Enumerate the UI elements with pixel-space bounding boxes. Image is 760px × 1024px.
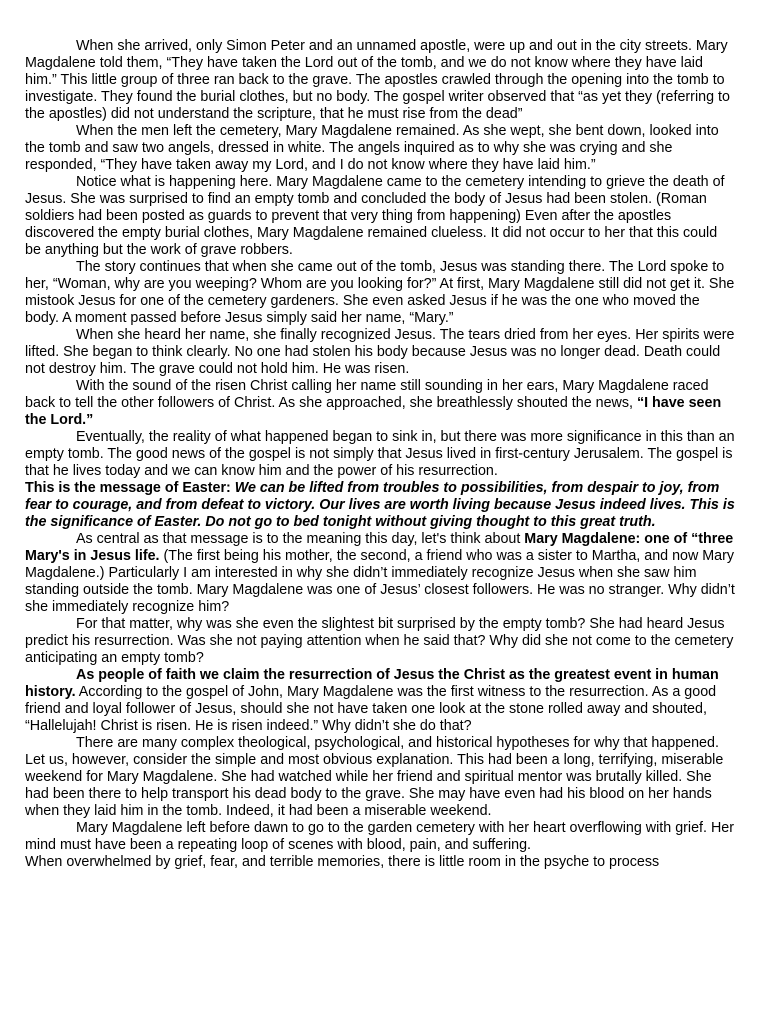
text-run: When overwhelmed by grief, fear, and terrible memories, there is little room in the psyche to process xyxy=(25,854,660,870)
paragraph xyxy=(25,174,736,259)
paragraph xyxy=(25,259,736,327)
paragraph xyxy=(25,429,736,480)
text-run: As central as that message is to the meaning this day, let's think about xyxy=(76,531,525,547)
easter-message-paragraph xyxy=(25,480,736,531)
paragraph xyxy=(25,531,736,616)
text-run: For that matter, why was she even the slightest bit surprised by the empty tomb? She had heard Jesus predict his resurrection. Was she not paying attention when he said that? Why did she not come to the cemetery anticipating an empty tomb? xyxy=(25,616,734,666)
bold-text-run: Mary Magdalene: one of “three Mary's in Jesus life. xyxy=(25,531,734,564)
text-run: When she arrived, only Simon Peter and an unnamed apostle, were up and out in the city streets. Mary Magdalene told them, “They have taken the Lord out of the tomb, and we do not know where they have laid him.” This little group of three ran back to the grave. The apostles crawled through the opening into the tomb to investigate. They found the burial clothes, but no body. The gospel writer observed that “as yet they (referring to the apostles) did not understand the scripture, that he must rise from the dead” xyxy=(25,38,730,122)
text-run: There are many complex theological, psychological, and historical hypotheses for why that happened. Let us, however, consider the simple and most obvious explanation. This had been a long, terrifying, miserable weekend for Mary Magdalene. She had watched while her friend and spiritual mentor was brutally killed. She had been there to help transport his dead body to the grave. She may have even had his blood on her hands when they laid him in the tomb. Indeed, it had been a miserable weekend. xyxy=(25,735,724,819)
paragraph xyxy=(25,854,736,871)
text-run: The story continues that when she came out of the tomb, Jesus was standing there. The Lord spoke to her, “Woman, why are you weeping? Whom are you looking for?” At first, Mary Magdalene still did not get it. She mistook Jesus for one of the cemetery gardeners. She even asked Jesus if he was the one who moved the body. A moment passed before Jesus simply said her name, “Mary.” xyxy=(25,259,735,326)
emphasis-run: We can be lifted from troubles to possibilities, from despair to joy, from fear to courage, and from defeat to victory. Our lives are worth living because Jesus indeed lives. This is the significance of Easter. Do not go to bed tonight without giving thought to this great truth. xyxy=(25,480,735,530)
bold-text-run: “I have seen the Lord.” xyxy=(25,395,722,428)
text-run: Eventually, the reality of what happened began to sink in, but there was more significance in this than an empty tomb. The good news of the gospel is not simply that Jesus lived in first-century Jerusalem. The gospel is that he lives today and we can know him and the power of his resurrection. xyxy=(25,429,735,479)
text-run: Mary Magdalene left before dawn to go to the garden cemetery with her heart overflowing with grief. Her mind must have been a repeating loop of scenes with blood, pain, and suffering. xyxy=(25,820,734,853)
bold-text-run: As people of faith we claim the resurrection of Jesus the Christ as the greatest event in human history. xyxy=(25,667,719,700)
paragraph xyxy=(25,735,736,820)
paragraph xyxy=(25,123,736,174)
paragraph xyxy=(25,616,736,667)
bold-text-run: This is the message of Easter: xyxy=(25,480,235,496)
paragraph xyxy=(25,327,736,378)
paragraph xyxy=(25,820,736,854)
text-run: When the men left the cemetery, Mary Magdalene remained. As she wept, she bent down, looked into the tomb and saw two angels, dressed in white. The angels inquired as to why she was crying and she responded, “They have taken away my Lord, and I do not know where they have laid him.” xyxy=(25,123,719,173)
text-run: With the sound of the risen Christ calling her name still sounding in her ears, Mary Magdalene raced back to tell the other followers of Christ. As she approached, she breathlessly shouted the news, xyxy=(25,378,709,411)
text-run: Notice what is happening here. Mary Magdalene came to the cemetery intending to grieve the death of Jesus. She was surprised to find an empty tomb and concluded the body of Jesus had been stolen. (Roman soldiers had been posted as guards to prevent that very thing from happening) Even after the apostles discovered the empty burial clothes, Mary Magdalene remained clueless. It did not occur to her that this could be anything but the work of grave robbers. xyxy=(25,174,725,258)
paragraph xyxy=(25,378,736,429)
text-run: (The first being his mother, the second, a friend who was a sister to Martha, and now Mary Magdalene.) Particularly I am interested in why she didn’t immediately recognize Jesus when she saw him standing outside the tomb. Mary Magdalene was one of Jesus’ closest followers. He was no stranger. Why didn’t she immediately recognize him? xyxy=(25,548,735,615)
text-run: According to the gospel of John, Mary Magdalene was the first witness to the resurrection. As a good friend and loyal follower of Jesus, should she not have taken one look at the stone rolled away and shouted, “Hallelujah! Christ is risen. He is risen indeed.” Why didn’t she do that? xyxy=(25,684,717,734)
paragraph xyxy=(25,667,736,735)
text-run: When she heard her name, she finally recognized Jesus. The tears dried from her eyes. Her spirits were lifted. She began to think clearly. No one had stolen his body because Jesus was no longer dead. Death could not destroy him. The grave could not hold him. He was risen. xyxy=(25,327,735,377)
paragraph xyxy=(25,38,736,123)
